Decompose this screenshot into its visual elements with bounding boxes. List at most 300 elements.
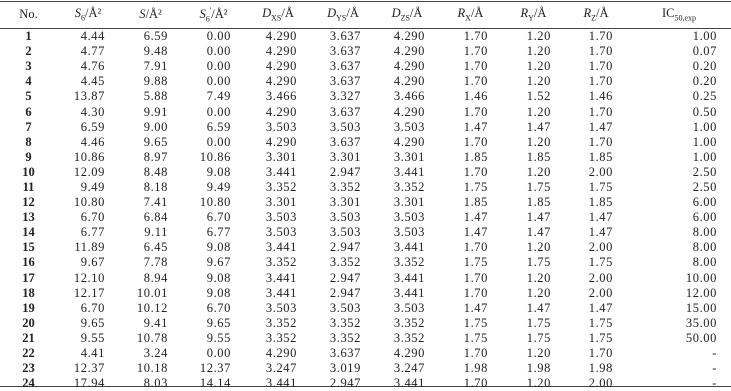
table-cell: 1.00 [692,29,717,44]
row-number-cell: 23 [22,361,35,376]
table-cell: 9.67 [80,255,105,270]
column-header-subscript: 6 [81,13,85,23]
table-cell: 6.59 [80,119,105,134]
column-header-symbol: No. [19,7,38,21]
table-cell: 9.08 [206,270,231,285]
table-cell: 9.48 [143,44,168,59]
table-cell: 10.80 [199,195,231,210]
table-cell: 2.947 [329,285,361,300]
table-cell: 0.00 [206,74,231,89]
table-cell: 5.88 [143,89,168,104]
column-header-0 [0,2,57,27]
table-row [0,74,731,89]
table-cell: 9.55 [206,330,231,345]
table-cell: 3.441 [265,164,297,179]
column-header-symbol: S [74,6,81,21]
table-cell: 10.86 [199,149,231,164]
table-cell: 1.70 [463,270,488,285]
table-cell: 1.70 [588,59,613,74]
column-header-unit: /Å [470,6,484,21]
table-cell: 1.85 [526,195,551,210]
table-cell: 1.98 [526,361,551,376]
table-cell: 1.70 [588,134,613,149]
row-number-cell: 6 [25,104,32,119]
table-cell: 4.45 [80,74,105,89]
column-header-subscript: ZS [400,13,410,23]
table-cell: 3.503 [265,119,297,134]
table-cell: 1.75 [463,330,488,345]
table-cell: 1.75 [463,179,488,194]
column-header-5 [311,2,375,27]
table-cell: 3.441 [265,240,297,255]
table-cell: 8.48 [143,164,168,179]
table-cell: 1.00 [692,134,717,149]
table-cell: 1.85 [526,149,551,164]
column-header-subscript: XS [271,13,282,23]
table-cell: 3.503 [393,300,425,315]
table-cell: 6.00 [692,195,717,210]
row-number-cell: 11 [22,179,35,194]
table-cell: 1.70 [588,44,613,59]
row-number-cell: 13 [22,210,35,225]
table-cell: 1.70 [463,164,488,179]
row-number-cell: 24 [22,376,35,391]
table-row [0,104,731,119]
table-cell: 3.503 [393,210,425,225]
table-cell: 2.947 [329,164,361,179]
table-cell: 1.47 [526,119,551,134]
table-cell: 1.70 [463,376,488,391]
table-cell: 3.352 [265,330,297,345]
table-row [0,376,731,391]
table-cell: 10.78 [136,330,168,345]
table-cell: 35.00 [685,315,717,330]
table-cell: 1.47 [463,300,488,315]
table-cell: 1.75 [588,255,613,270]
column-header-unit: /Å² [211,6,228,21]
table-cell: 1.85 [588,195,613,210]
table-cell: 1.46 [588,89,613,104]
table-cell: 4.290 [393,59,425,74]
table-cell: 1.20 [526,59,551,74]
table-cell: 3.327 [329,89,361,104]
table-cell: 3.637 [329,134,361,149]
table-cell: 0.20 [692,74,717,89]
row-number-cell: 7 [25,119,32,134]
table-cell: 3.441 [393,270,425,285]
column-header-symbol: S [139,7,146,21]
column-header-symbol: D [262,6,272,21]
table-cell: 1.47 [526,225,551,240]
table-cell: 1.20 [526,134,551,149]
table-cell: 3.301 [329,149,361,164]
table-row [0,89,731,104]
table-cell: 6.77 [206,225,231,240]
table-cell: 12.37 [199,361,231,376]
column-header-4 [245,2,311,27]
table-cell: 10.00 [685,270,717,285]
table-row [0,210,731,225]
table-cell: 12.17 [73,285,105,300]
row-number-cell: 1 [25,29,32,44]
table-cell: 3.352 [393,330,425,345]
table-cell: 3.503 [265,300,297,315]
table-cell: 1.70 [463,29,488,44]
table-cell: 1.75 [463,255,488,270]
table-cell: 4.290 [393,29,425,44]
table-cell: 10.01 [136,285,168,300]
table-cell: 1.47 [526,300,551,315]
table-cell: 0.00 [206,346,231,361]
table-cell: 4.30 [80,104,105,119]
row-number-cell: 10 [22,164,35,179]
table-row [0,195,731,210]
table-cell: 3.441 [265,376,297,391]
table-cell: 3.352 [393,179,425,194]
table-row [0,361,731,376]
table-cell: 3.301 [265,149,297,164]
table-cell: 3.441 [393,164,425,179]
table-cell: 9.65 [80,315,105,330]
row-number-cell: 2 [25,44,32,59]
column-header-unit: /Å [596,6,609,21]
table-cell: 1.75 [463,315,488,330]
table-cell: 11.89 [74,240,105,255]
column-header-symbol: S [199,6,206,21]
table-cell: 3.637 [329,29,361,44]
row-number-cell: 22 [22,346,35,361]
table-cell: 0.00 [206,134,231,149]
table-cell: 2.00 [588,164,613,179]
row-number-cell: 18 [22,285,35,300]
column-header-symbol: D [391,6,401,21]
table-cell: 6.70 [80,300,105,315]
table-cell: 4.290 [265,59,297,74]
column-header-2 [119,2,182,27]
table-cell: 1.70 [463,59,488,74]
table-cell: 3.301 [265,195,297,210]
table-cell: 12.37 [73,361,105,376]
column-header-unit: /Å [281,6,294,21]
row-number-cell: 14 [22,225,35,240]
table-cell: 3.503 [265,210,297,225]
table-cell: 3.503 [329,210,361,225]
table-cell: 1.00 [692,119,717,134]
table-cell: 9.65 [143,134,168,149]
table-cell: 8.18 [143,179,168,194]
row-number-cell: 9 [25,149,32,164]
table-cell: 13.87 [73,89,105,104]
table-cell: 4.290 [265,104,297,119]
table-cell: 6.45 [143,240,168,255]
table-cell: 3.441 [393,240,425,255]
table-cell: 1.20 [526,104,551,119]
table-cell: 7.49 [206,89,231,104]
table-row [0,180,731,195]
column-header-symbol: R [457,6,466,21]
table-cell: 9.08 [206,285,231,300]
table-cell: 6.84 [143,210,168,225]
table-cell: 1.52 [526,89,551,104]
table-cell: 2.50 [692,164,717,179]
table-row [0,120,731,135]
table-cell: 3.352 [329,255,361,270]
table-cell: 1.20 [526,346,551,361]
table-row [0,240,731,255]
table-cell: 1.70 [463,346,488,361]
table-cell: 6.70 [206,210,231,225]
table-cell: 6.59 [143,29,168,44]
table-cell: 1.70 [463,240,488,255]
table-cell: 1.70 [588,74,613,89]
column-header-unit: /Å [409,6,423,21]
table-cell: 0.00 [206,59,231,74]
column-header-7 [439,2,502,27]
table-cell: 1.75 [588,179,613,194]
table-row [0,301,731,316]
table-cell: 3.301 [329,195,361,210]
table-cell: 0.00 [206,104,231,119]
table-cell: 4.290 [265,134,297,149]
table-row [0,316,731,331]
table-cell: 3.503 [265,225,297,240]
column-header-subscript: Y [528,13,534,23]
table-cell: 4.290 [393,44,425,59]
table-cell: 3.352 [265,255,297,270]
table-cell: 9.11 [144,225,168,240]
table-cell: 3.352 [393,255,425,270]
table-cell: - [712,376,717,391]
column-header-unit: /Å² [145,7,162,21]
row-number-cell: 3 [25,59,32,74]
table-cell: 4.290 [265,74,297,89]
table-cell: 1.70 [588,346,613,361]
row-number-cell: 15 [22,240,35,255]
row-number-cell: 20 [22,315,35,330]
table-cell: 4.46 [80,134,105,149]
table-cell: 8.00 [692,240,717,255]
table-cell: 10.12 [136,300,168,315]
table-cell: 0.20 [692,59,717,74]
table-row [0,286,731,301]
table-cell: 1.20 [526,29,551,44]
table-cell: 3.247 [265,361,297,376]
table-cell: 3.247 [393,361,425,376]
table-cell: 6.70 [206,300,231,315]
table-cell: 3.441 [265,270,297,285]
table-row [0,150,731,165]
table-row [0,44,731,59]
table-cell: 3.637 [329,346,361,361]
table-cell: 1.85 [588,149,613,164]
table-cell: 1.47 [588,225,613,240]
table-cell: 4.290 [265,44,297,59]
table-cell: - [712,346,717,361]
row-number-cell: 8 [25,134,32,149]
table-cell: 1.20 [526,376,551,391]
table-cell: 3.466 [393,89,425,104]
table-cell: 9.08 [206,240,231,255]
table-cell: 10.18 [136,361,168,376]
table-cell: 2.50 [692,179,717,194]
column-header-subscript: X [465,13,471,23]
table-cell: 10.80 [73,195,105,210]
column-header-symbol: IC [661,6,675,21]
column-header-6 [375,2,439,27]
table-cell: 3.301 [393,149,425,164]
table-cell: 8.00 [692,255,717,270]
table-cell: 4.290 [393,74,425,89]
table-cell: 6.70 [80,210,105,225]
table-cell: 2.00 [588,270,613,285]
table-cell: 1.20 [526,44,551,59]
table-cell: 0.50 [692,104,717,119]
table-row [0,165,731,180]
table-cell: 1.70 [588,104,613,119]
table-cell: 3.352 [393,315,425,330]
table-cell: 1.75 [526,179,551,194]
table-cell: 3.637 [329,59,361,74]
table-cell: 3.441 [393,376,425,391]
table-cell: 0.00 [206,44,231,59]
table-cell: 2.947 [329,240,361,255]
table-cell: 4.76 [80,59,105,74]
table-cell: 3.441 [393,285,425,300]
column-header-symbol: D [327,6,337,21]
table-cell: 1.85 [463,149,488,164]
table-cell: 3.019 [329,361,361,376]
table-cell: 17.94 [73,376,105,391]
table-cell: 1.47 [463,119,488,134]
table-cell: 14.14 [199,376,231,391]
table-row [0,255,731,270]
table-cell: 9.41 [143,315,168,330]
row-number-cell: 21 [22,330,35,345]
table-cell: 8.00 [692,225,717,240]
column-header-subscript: Z [591,13,597,23]
table-cell: 9.55 [80,330,105,345]
table-cell: 1.75 [526,315,551,330]
table-cell: 1.47 [463,225,488,240]
table-cell: 8.97 [143,149,168,164]
table-cell: 4.290 [393,346,425,361]
table-cell: 1.75 [526,255,551,270]
table-cell: 3.637 [329,74,361,89]
row-number-cell: 16 [22,255,35,270]
table-cell: 1.47 [463,210,488,225]
table-cell: 9.00 [143,119,168,134]
table-cell: 1.98 [588,361,613,376]
table-cell: 3.503 [329,300,361,315]
table-cell: 12.10 [73,270,105,285]
table-cell: 1.70 [463,74,488,89]
table-cell: 1.85 [463,195,488,210]
column-header-symbol: R [520,6,529,21]
table-cell: 9.91 [143,104,168,119]
table-row [0,346,731,361]
column-header-unit: /Å² [85,6,102,21]
table-cell: 1.20 [526,164,551,179]
row-number-cell: 5 [25,89,32,104]
table-cell: 12.00 [685,285,717,300]
column-header-8 [502,2,565,27]
table-row [0,331,731,346]
row-number-cell: 12 [22,195,35,210]
column-header-10 [627,2,731,27]
table-cell: 15.00 [685,300,717,315]
table-cell: 1.47 [588,119,613,134]
table-cell: 1.46 [463,89,488,104]
table-cell: 1.00 [692,149,717,164]
table-cell: 4.77 [80,44,105,59]
table-cell: 2.00 [588,240,613,255]
table-cell: 0.07 [692,44,717,59]
column-header-subscript: YS [336,13,347,23]
table-cell: 1.75 [526,330,551,345]
table-cell: 3.441 [265,285,297,300]
table-cell: 1.20 [526,240,551,255]
column-header-subscript: 6 [205,14,210,24]
table-cell: 3.637 [329,44,361,59]
data-table [0,2,731,391]
column-header-9 [565,2,627,27]
table-cell: 3.352 [329,330,361,345]
table-cell: 0.00 [206,29,231,44]
table-cell: 3.352 [329,179,361,194]
table-cell: 3.24 [143,346,168,361]
table-cell: 3.352 [265,315,297,330]
row-number-cell: 4 [25,74,32,89]
table-cell: 4.44 [80,29,105,44]
table-cell: 1.75 [588,315,613,330]
table-cell: 50.00 [685,330,717,345]
table-cell: 9.08 [206,164,231,179]
table-row [0,271,731,286]
table-row [0,135,731,150]
table-row [0,59,731,74]
table-cell: 4.41 [80,346,105,361]
table-cell: 1.98 [463,361,488,376]
table-cell: 3.503 [329,119,361,134]
column-header-3 [182,2,245,27]
table-cell: 1.47 [588,300,613,315]
column-header-superscript: ' [209,5,212,15]
table-cell: 3.352 [265,179,297,194]
table-cell: 9.67 [206,255,231,270]
table-cell: 0.25 [692,89,717,104]
table-cell: 1.70 [463,44,488,59]
table-cell: 3.637 [329,104,361,119]
table-cell: 9.49 [80,179,105,194]
table-cell: 9.65 [206,315,231,330]
table-cell: 4.290 [265,29,297,44]
table-cell: 1.20 [526,74,551,89]
table-cell: 6.59 [206,119,231,134]
table-cell: 1.75 [588,330,613,345]
column-header-symbol: R [583,6,592,21]
table-cell: 12.09 [73,164,105,179]
table-cell: 4.290 [393,104,425,119]
table-cell: 3.503 [329,225,361,240]
table-cell: 7.41 [143,195,168,210]
table-cell: 2.947 [329,270,361,285]
table-row [0,225,731,240]
table-cell: 10.86 [73,149,105,164]
column-header-subscript: 50,exp [674,13,697,23]
table-cell: 1.70 [463,285,488,300]
table-cell: 2.947 [329,376,361,391]
table-header-row [0,2,731,27]
